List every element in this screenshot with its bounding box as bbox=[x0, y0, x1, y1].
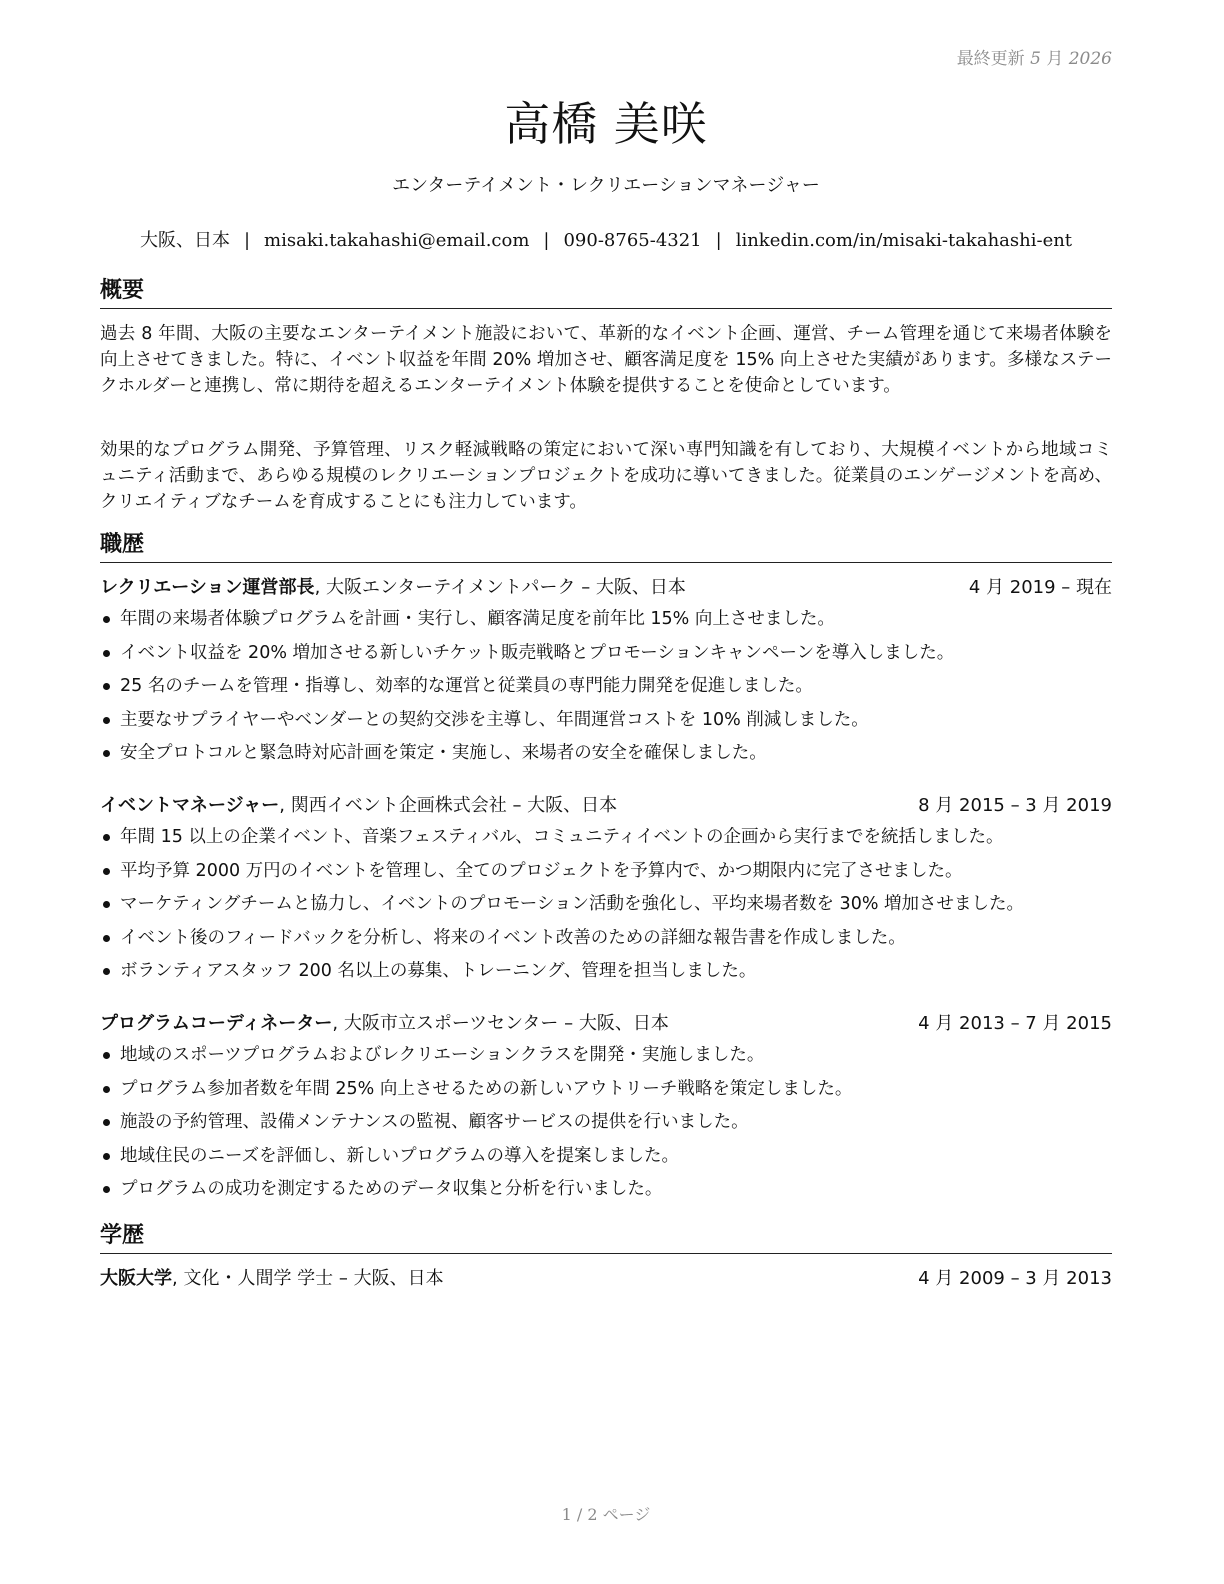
job-header bbox=[100, 1011, 1112, 1037]
candidate-title: エンターテイメント・レクリエーションマネージャー bbox=[392, 175, 820, 196]
contact-line bbox=[100, 226, 1112, 252]
job-header bbox=[100, 793, 1112, 819]
job-dates: 8 月 2015 – 3 月 2019 bbox=[918, 795, 1112, 816]
job-header bbox=[100, 575, 1112, 601]
job-bullet-list bbox=[100, 1042, 1112, 1210]
education-entry bbox=[100, 1266, 1112, 1292]
job-organization: , 大阪市立スポーツセンター – 大阪、日本 bbox=[332, 1013, 669, 1034]
list-item: プログラムの成功を測定するためのデータ収集と分析を行いました。 bbox=[100, 1176, 1112, 1210]
section-heading-experience: 職歴 bbox=[100, 530, 1112, 563]
last-updated-month: 5 bbox=[1030, 49, 1041, 69]
contact-separator: | bbox=[715, 230, 722, 251]
list-item: 地域のスポーツプログラムおよびレクリエーションクラスを開発・実施しました。 bbox=[100, 1042, 1112, 1076]
list-item: 安全プロトコルと緊急時対応計画を策定・実施し、来場者の安全を確保しました。 bbox=[100, 740, 1112, 774]
job-role: プログラムコーディネーター bbox=[100, 1013, 333, 1034]
list-item: プログラム参加者数を年間 25% 向上させるための新しいアウトリーチ戦略を策定しました。 bbox=[100, 1076, 1112, 1110]
summary-paragraph: 過去 8 年間、大阪の主要なエンターテイメント施設において、革新的なイベント企画、運営、チーム管理を通じて来場者体験を向上させてきました。特に、イベント収益を年間 20% 増加させ、顧客満足度を 15% 向上させた実績があります。多様なステークホルダーと連携し、常に期待を超えるエンターテイメント体験を提供することを使命としています。 bbox=[100, 324, 1112, 396]
job-organization: , 大阪エンターテイメントパーク – 大阪、日本 bbox=[314, 577, 686, 598]
contact-location: 大阪、日本 bbox=[139, 230, 230, 251]
list-item: イベント後のフィードバックを分析し、将来のイベント改善のための詳細な報告書を作成しました。 bbox=[100, 925, 1112, 959]
resume-page bbox=[100, 0, 1112, 1584]
section-heading-summary: 概要 bbox=[100, 276, 1112, 309]
last-updated-label: 最終更新 bbox=[956, 49, 1025, 69]
list-item: ボランティアスタッフ 200 名以上の募集、トレーニング、管理を担当しました。 bbox=[100, 958, 1112, 992]
list-item: 年間の来場者体験プログラムを計画・実行し、顧客満足度を前年比 15% 向上させました。 bbox=[100, 606, 1112, 640]
list-item: 年間 15 以上の企業イベント、音楽フェスティバル、コミュニティイベントの企画から実行までを統括しました。 bbox=[100, 824, 1112, 858]
job-role: イベントマネージャー bbox=[100, 795, 280, 816]
education-dates: 4 月 2009 – 3 月 2013 bbox=[918, 1268, 1112, 1289]
contact-separator: | bbox=[543, 230, 550, 251]
last-updated-year: 2026 bbox=[1068, 49, 1112, 69]
job-role: レクリエーション運営部長 bbox=[100, 577, 315, 598]
contact-email[interactable]: misaki.takahashi@email.com bbox=[264, 230, 530, 251]
section-heading-education: 学歴 bbox=[100, 1221, 1112, 1254]
list-item: 主要なサプライヤーやベンダーとの契約交渉を主導し、年間運営コストを 10% 削減しました。 bbox=[100, 707, 1112, 741]
last-updated bbox=[957, 44, 1112, 69]
education-detail: , 文化・人間学 学士 – 大阪、日本 bbox=[172, 1268, 444, 1289]
page-number: 1 / 2 ページ bbox=[561, 1505, 651, 1524]
list-item: 25 名のチームを管理・指導し、効率的な運営と従業員の専門能力開発を促進しました。 bbox=[100, 673, 1112, 707]
contact-phone[interactable]: 090-8765-4321 bbox=[563, 230, 702, 251]
summary-paragraph: 効果的なプログラム開発、予算管理、リスク軽減戦略の策定において深い専門知識を有しており、大規模イベントから地域コミュニティ活動まで、あらゆる規模のレクリエーションプロジェクトを成功に導いてきました。従業員のエンゲージメントを高め、クリエイティブなチームを育成することにも注力しています。 bbox=[100, 440, 1112, 512]
list-item: 平均予算 2000 万円のイベントを管理し、全てのプロジェクトを予算内で、かつ期限内に完了させました。 bbox=[100, 858, 1112, 892]
contact-separator: | bbox=[243, 230, 251, 251]
list-item: 地域住民のニーズを評価し、新しいプログラムの導入を提案しました。 bbox=[100, 1143, 1112, 1177]
list-item: マーケティングチームと協力し、イベントのプロモーション活動を強化し、平均来場者数を 30% 増加させました。 bbox=[100, 891, 1112, 925]
job-dates: 4 月 2019 – 現在 bbox=[968, 577, 1112, 598]
list-item: イベント収益を 20% 増加させる新しいチケット販売戦略とプロモーションキャンペーンを導入しました。 bbox=[100, 640, 1112, 674]
last-updated-month-unit: 月 bbox=[1046, 49, 1064, 69]
job-dates: 4 月 2013 – 7 月 2015 bbox=[918, 1013, 1112, 1034]
contact-linkedin[interactable]: linkedin.com/in/misaki-takahashi-ent bbox=[735, 230, 1073, 251]
job-bullet-list bbox=[100, 824, 1112, 992]
job-bullet-list bbox=[100, 606, 1112, 774]
job-organization: , 関西イベント企画株式会社 – 大阪、日本 bbox=[279, 795, 618, 816]
candidate-name: 高橋 美咲 bbox=[504, 97, 708, 151]
education-school: 大阪大学 bbox=[100, 1268, 172, 1289]
list-item: 施設の予約管理、設備メンテナンスの監視、顧客サービスの提供を行いました。 bbox=[100, 1109, 1112, 1143]
